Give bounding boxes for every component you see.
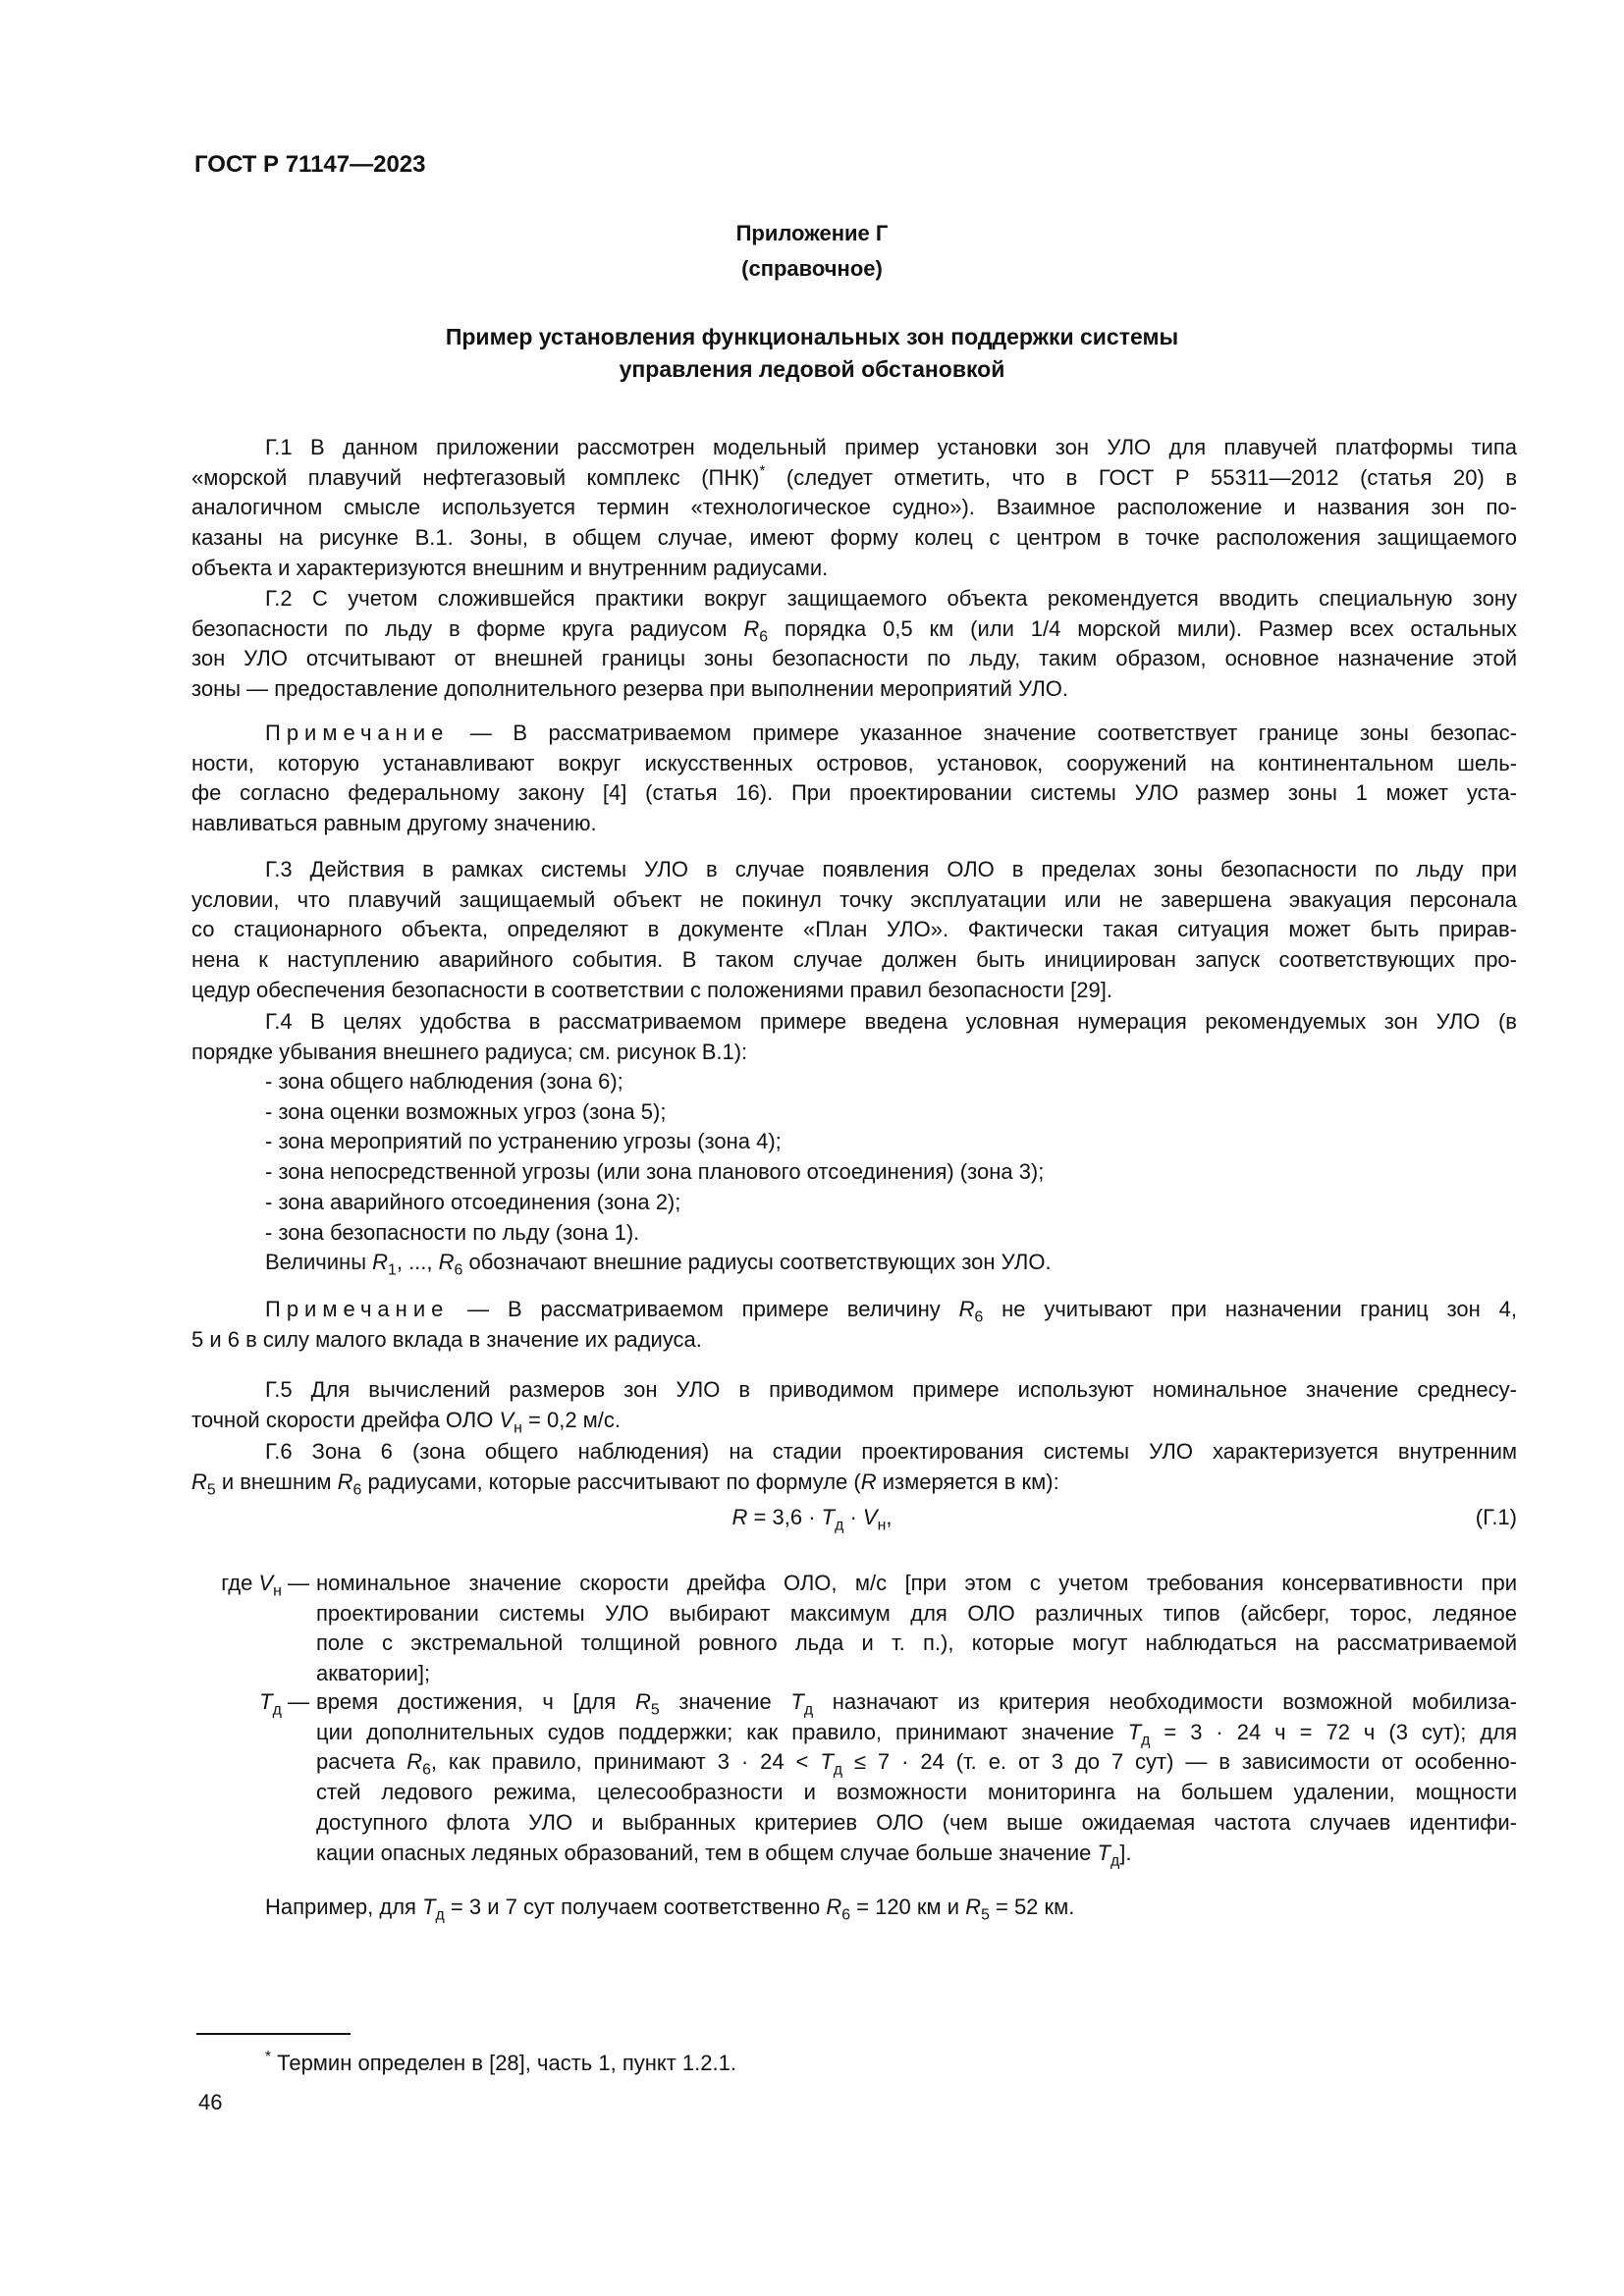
math-variable: $R_1$ [372, 1250, 397, 1279]
p-radii-line: Величины $R_1$, ..., $R_6$ обозначают внешние радиусы соответствующих зон УЛО. [265, 1250, 1052, 1279]
def-v-line: акватории]; [316, 1661, 431, 1686]
def-t-line: ции дополнительных судов поддержки; как правило, принимают значение $T_д = 3 \cdot 24$ ч = 72 ч (3 сут); для [316, 1719, 1517, 1749]
p-g1-line: объекта и характеризуются внешним и внутренним радиусами. [191, 555, 829, 580]
math-variable: $T_д$ [790, 1689, 814, 1719]
note-2-line: Примечание — В рассматриваемом примере величину $R_6$ не учитывают при назначении границ зон 4, [265, 1297, 1517, 1326]
list-item: - зона общего наблюдения (зона 6); [265, 1069, 623, 1094]
note-1-line: Примечание — В рассматриваемом примере указанное значение соответствует границе зоны безопас- [265, 721, 1517, 745]
def-v-line: поле с экстремальной толщиной ровного льда и т. п.), которые могут наблюдаться на рассматриваемой [316, 1630, 1517, 1656]
list-item: - зона безопасности по льду (зона 1). [265, 1219, 640, 1245]
footnote-ref: * [759, 462, 766, 480]
footnote [265, 2048, 736, 2078]
p-g3-line: со стационарного объекта, определяют в документе «План УЛО». Фактически такая ситуация может быть прирав- [191, 917, 1517, 942]
p-g1-line: аналогичном смысле используется термин «технологическое судно»). Взаимное расположение и названия зон по- [191, 495, 1517, 520]
p-g2-line: зон УЛО отсчитывают от внешней границы зоны безопасности по льду, таким образом, основное назначение этой [191, 646, 1517, 671]
p-g3-line: Г.3 Действия в рамках системы УЛО в случае появления ОЛО в пределах зоны безопасности по льду при [265, 857, 1517, 881]
formula-number: (Г.1) [1475, 1505, 1517, 1529]
p-g6-line: $R_5$ и внешним $R_6$ радиусами, которые рассчитывают по формуле (R измеряется в км): [191, 1468, 1059, 1499]
def-v-line: проектировании системы УЛО выбирают максимум для ОЛО различных типов (айсберг, торос, ледяное [316, 1600, 1517, 1626]
footnote-text: Термин определен в [28], часть 1, пункт 1.2.1. [277, 2051, 736, 2075]
appendix-label: Приложение Г [735, 221, 889, 245]
p-g3-line: нена к наступлению аварийного события. В таком случае должен быть инициирован запуск соответствующих про- [191, 947, 1517, 973]
p-example-line: Например, для $T_д = 3$ и 7 сут получаем соответственно $R_6 = 120$ км и $R_5 = 52$ км. [265, 1895, 1075, 1924]
formula: $R = 3,6 \cdot T_д \cdot V_н$, [731, 1505, 893, 1534]
math-variable: $T_д$ [422, 1895, 445, 1924]
math-variable: $T_д$ [259, 1689, 282, 1719]
p-g4-line: порядке убывания внешнего радиуса; см. рисунок В.1): [191, 1039, 748, 1064]
p-g3-line: цедур обеспечения безопасности в соответствии с положениями правил безопасности [29]. [191, 977, 1112, 1002]
note-1-line: фе согласно федеральному закону [4] (статья 16). При проектировании системы УЛО размер зоны 1 может уста- [191, 780, 1517, 806]
note-label: Примечание [265, 1297, 450, 1321]
p-g2-line: безопасности по льду в форме круга радиусом $R_6$ порядка 0,5 км (или 1/4 морской мили). Размер всех остальных [191, 615, 1517, 646]
appendix-status: (справочное) [741, 256, 883, 281]
math-variable: $R_5$ [965, 1895, 990, 1924]
page-number: 46 [198, 2090, 223, 2114]
math-variable: $R_5$ [634, 1689, 660, 1719]
math-variable: $R_5$ [191, 1468, 216, 1499]
math-variable: R [731, 1505, 748, 1529]
p-g1-line: «морской плавучий нефтегазовый комплекс (ПНК)* (следует отметить, что в ГОСТ Р 55311—2012 (статья 20) в [191, 462, 1518, 490]
math-variable: $V_н$ [499, 1407, 522, 1437]
math-variable: $R_6$ [743, 615, 769, 646]
p-g5-line: точной скорости дрейфа ОЛО $V_н = 0,2$ м/с. [191, 1407, 622, 1437]
p-g2-line: зоны — предоставление дополнительного резерва при выполнении мероприятий УЛО. [191, 676, 1068, 702]
math-variable: $R_6$ [406, 1749, 431, 1779]
list-item: - зона мероприятий по устранению угрозы (зона 4); [265, 1129, 782, 1154]
def-t-line: доступного флота УЛО и выбранных критериев ОЛО (чем выше ожидаемая частота случаев идентифи- [316, 1809, 1517, 1835]
p-g5-line: Г.5 Для вычислений размеров зон УЛО в приводимом примере используют номинальное значение среднесу- [265, 1377, 1517, 1402]
note-1-line: ности, которую устанавливают вокруг искусственных островов, установок, сооружений на континентальном шель- [191, 750, 1517, 775]
list-item: - зона оценки возможных угроз (зона 5); [265, 1098, 667, 1124]
math-variable: $T_д$ [821, 1505, 844, 1534]
math-variable: $R_6$ [958, 1297, 984, 1326]
math-variable: $R_6$ [337, 1468, 362, 1499]
p-g6-line: Г.6 Зона 6 (зона общего наблюдения) на стадии проектирования системы УЛО характеризуется внутренним [265, 1439, 1517, 1464]
list-item: - зона непосредственной угрозы (или зона планового отсоединения) (зона 3); [265, 1159, 1045, 1185]
math-variable: R [860, 1468, 877, 1494]
math-variable: $V_н$ [862, 1505, 887, 1534]
math-variable: $T_д$ [820, 1749, 843, 1779]
def-t-line: расчета $R_6$, как правило, принимают $3 \cdot 24 < T_д \le 7 \cdot 24$ (т. е. от 3 до 7 сут) — в зависимости от особенно- [316, 1749, 1517, 1779]
def-v-line: номинальное значение скорости дрейфа ОЛО, м/с [при этом с учетом требования консервативности при [316, 1571, 1517, 1595]
list-item: - зона аварийного отсоединения (зона 2); [265, 1189, 681, 1214]
footnote-rule [196, 2033, 351, 2035]
appendix-title-line-1: Пример установления функциональных зон поддержки системы [445, 324, 1179, 349]
math-variable: $V_н$ [258, 1571, 282, 1600]
math-variable: $R_6$ [438, 1250, 463, 1279]
footnote-mark: * [265, 2048, 271, 2065]
note-1-line: навливаться равным другому значению. [191, 811, 597, 836]
math-variable: $T_д$ [1127, 1719, 1151, 1749]
p-g1-line: казаны на рисунке В.1. Зоны, в общем случае, имеют форму колец с центром в точке расположения защищаемого [191, 525, 1517, 551]
def-t-line: кации опасных ледяных образований, тем в общем случае больше значение $T_д$]. [316, 1840, 1132, 1870]
p-g4-line: Г.4 В целях удобства в рассматриваемом примере введена условная нумерация рекомендуемых зон УЛО (в [265, 1009, 1517, 1034]
note-2-line: 5 и 6 в силу малого вклада в значение их радиуса. [191, 1326, 702, 1352]
math-variable: $R_6$ [826, 1895, 851, 1924]
note-label: Примечание [265, 721, 450, 745]
p-g2-line: Г.2 С учетом сложившейся практики вокруг защищаемого объекта рекомендуется вводить специальную зону [265, 586, 1517, 611]
def-t-line: стей ледового режима, целесообразности и возможности мониторинга на большем удалении, мощности [316, 1780, 1517, 1805]
definition-term: $T_д$ — [259, 1689, 309, 1719]
appendix-title-line-2: управления ледовой обстановкой [619, 356, 1005, 382]
def-t-line: время достижения, ч [для $R_5$ значение $T_д$ назначают из критерия необходимости возможной мобилиза- [316, 1689, 1517, 1719]
p-g3-line: условии, что плавучий защищаемый объект не покинул точку эксплуатации или не завершена эвакуация персонала [191, 886, 1517, 912]
p-g1-line: Г.1 В данном приложении рассмотрен модельный пример установки зон УЛО для плавучей платформы типа [265, 435, 1517, 459]
definition-term: где $V_н$ — [221, 1571, 309, 1600]
document-code: ГОСТ Р 71147—2023 [194, 151, 426, 178]
math-variable: $T_д$ [1097, 1840, 1120, 1870]
